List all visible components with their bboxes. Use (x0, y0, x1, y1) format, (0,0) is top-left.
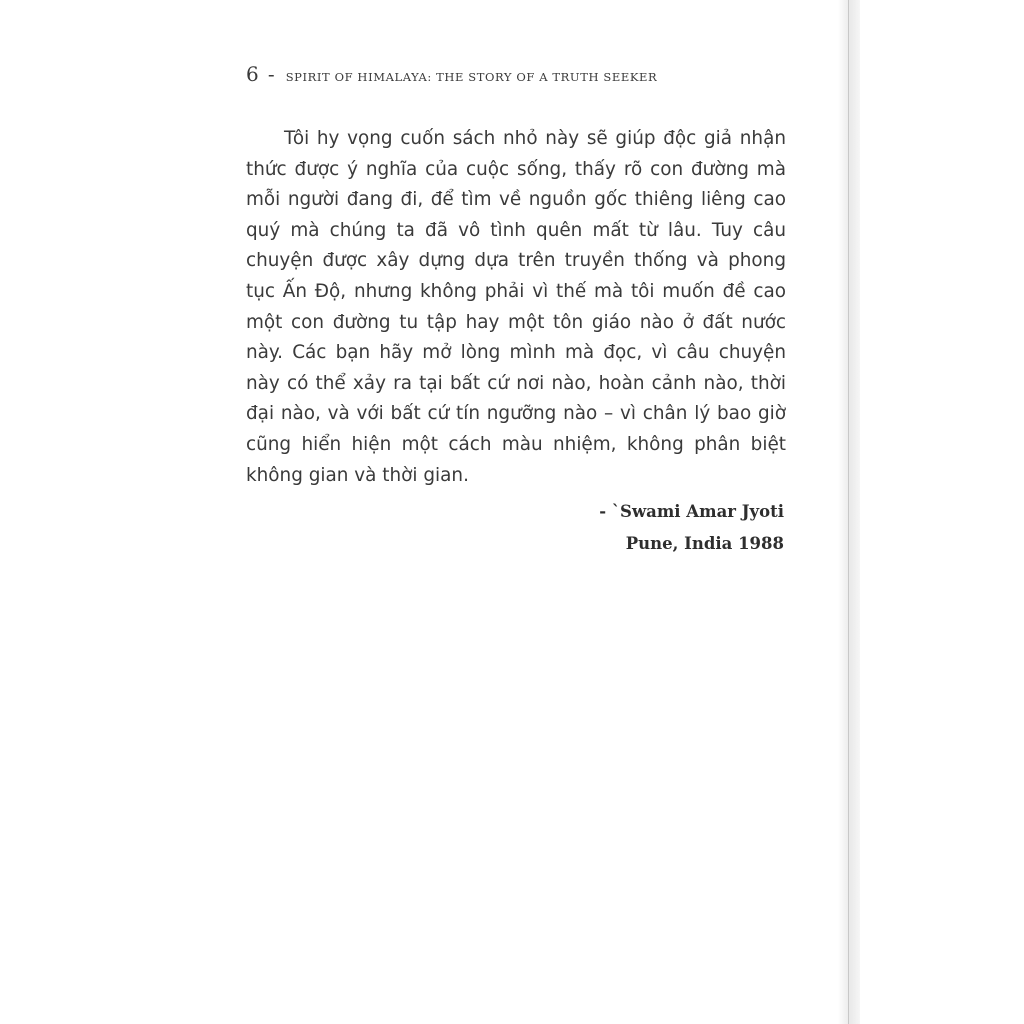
page-edge-line (848, 0, 849, 1024)
running-header (246, 62, 657, 86)
page-number: 6 (246, 62, 259, 86)
place-date: Pune, India 1988 (625, 534, 784, 553)
header-separator: - (267, 62, 275, 86)
body-paragraph: Tôi hy vọng cuốn sách nhỏ này sẽ giúp độc giả nhận thức được ý nghĩa của cuộc sống, thấy rõ con đường mà mỗi người đang đi, để tìm về nguồn gốc thiêng liêng cao quý mà chúng ta đã vô tình quên mất từ lâu. Tuy câu chuyện được xây dựng dựa trên truyền thống và phong tục Ấn Độ, nhưng không phải vì thế mà tôi muốn đề cao một con đường tu tập hay một tôn giáo nào ở đất nước này. Các bạn hãy mở lòng mình mà đọc, vì câu chuyện này có thể xảy ra tại bất cứ nơi nào, hoàn cảnh nào, thời đại nào, và với bất cứ tín ngưỡng nào – vì chân lý bao giờ cũng hiển hiện một cách màu nhiệm, không phân biệt không gian và thời gian. (246, 128, 786, 486)
book-title: SPIRIT OF HIMALAYA: THE STORY OF A TRUTH SEEKER (285, 70, 658, 84)
page-edge-shadow (838, 0, 860, 1024)
author-name: - `Swami Amar Jyoti (599, 502, 784, 521)
signature-block (500, 496, 784, 560)
